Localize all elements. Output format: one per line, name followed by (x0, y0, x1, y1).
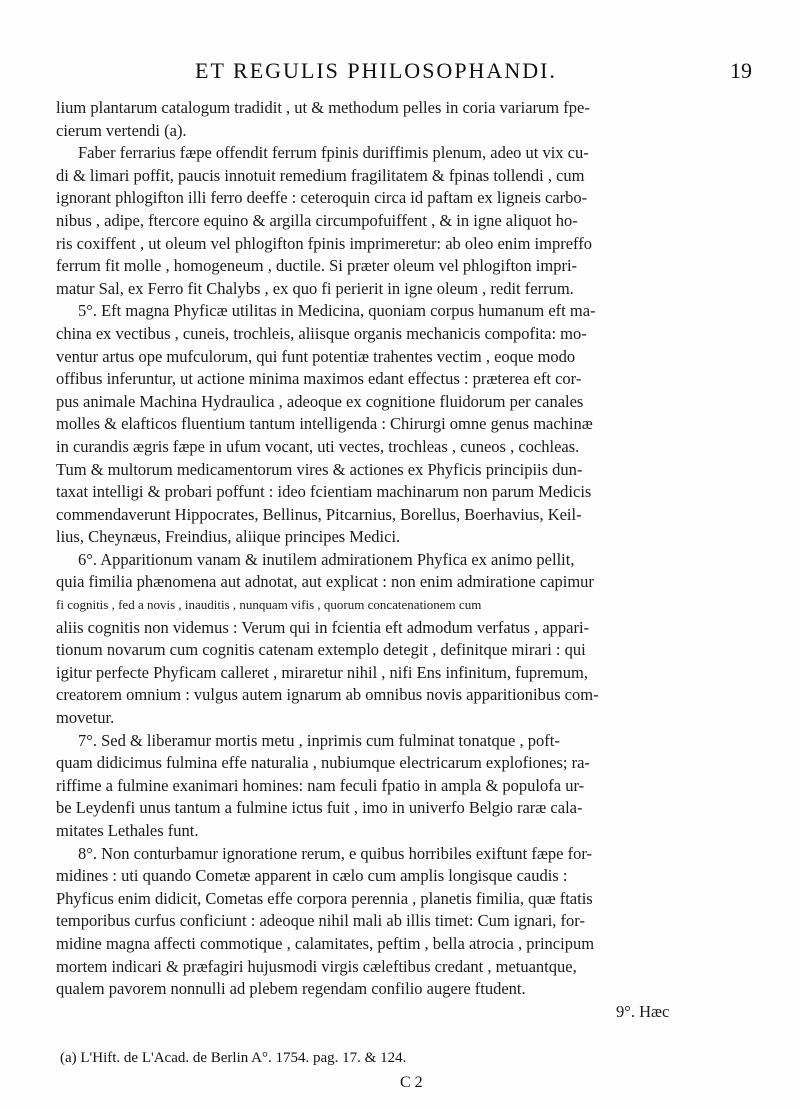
text-line: igitur perfecte Phyficam calleret , miraretur nihil , nifi Ens infinitum, fupremum, (56, 662, 588, 682)
text-line: creatorem omnium : vulgus autem ignarum ab omnibus novis apparitionibus com- (56, 685, 599, 705)
page-number: 19 (730, 58, 752, 83)
text-line: tionum novarum cum cognitis catenam extemplo detegit , definitque mirari : qui (56, 640, 586, 660)
running-head (56, 58, 752, 90)
text-line: mitates Lethales funt. (56, 821, 199, 840)
text-line: ventur artus ope mufculorum, qui funt potentiæ trahentes vectim , eoque modo (56, 346, 576, 366)
footnote: (a) L'Hift. de L'Acad. de Berlin A°. 1754. pag. 17. & 124. (60, 1050, 407, 1066)
text-line: matur Sal, ex Ferro fit Chalybs , ex quo fi perierit in igne oleum , redit ferrum. (56, 278, 574, 298)
text-line: nibus , adipe, ftercore equino & argilla circumpofuiffent , & in igne aliquot ho- (56, 210, 578, 230)
text-line: riffime a fulmine exanimari homines: nam feculi fpatio in ampla & populofa ur- (56, 775, 585, 795)
text-line: lium plantarum catalogum tradidit , ut & methodum pelles in coria variarum fpe- (56, 98, 590, 117)
text-line: Tum & multorum medicamentorum vires & actiones ex Phyficis principiis dun- (56, 459, 583, 479)
text-line: ris coxiffent , ut oleum vel phlogifton fpinis imprimeretur: ab oleo enim impreffo (56, 233, 592, 253)
text-line: movetur. (56, 708, 115, 728)
text-line: fi cognitis , fed a novis , inauditis , nunquam vifis , quorum concatenationem cum (56, 597, 482, 613)
text-line: in curandis ægris fæpe in ufum vocant, uti vectes, trochleas , cuneos , cochleas. (56, 436, 580, 456)
text-line: qualem pavorem nonnulli ad plebem regendam confilio augere ftudent. (56, 979, 526, 999)
text-line: 7°. Sed & liberamur mortis metu , inprimis cum fulminat tonatque , poft- (78, 730, 560, 750)
text-line: molles & elafticos fluentium tantum intelligenda : Chirurgi omne genus machinæ (56, 414, 593, 434)
text-line: midines : uti quando Cometæ apparent in cælo cum amplis longisque caudis : (56, 866, 568, 886)
text-line: lius, Cheynæus, Freindius, aliique principes Medici. (56, 527, 401, 547)
body-text (56, 97, 756, 1023)
text-line: midine magna affecti commotique , calamitates, peftim , bella atrocia , principum (56, 933, 595, 953)
text-line: taxat intelligi & probari poffunt : ideo fcientiam machinarum non parum Medicis (56, 482, 592, 502)
text-line: be Leydenfi unus tantum a fulmine ictus fuit , imo in univerfo Belgio raræ cala- (56, 798, 583, 818)
text-line: 8°. Non conturbamur ignoratione rerum, e quibus horribiles exiftunt fæpe for- (78, 843, 592, 863)
text-line: 6°. Apparitionum vanam & inutilem admirationem Phyfica ex animo pellit, (78, 549, 575, 569)
text-line: 9°. Hæc (616, 1001, 670, 1021)
running-title: ET REGULIS PHILOSOPHANDI. (195, 58, 557, 83)
text-line: pus animale Machina Hydraulica , adeoque ex cognitione fluidorum per canales (56, 391, 584, 411)
text-line: commendaverunt Hippocrates, Bellinus, Pitcarnius, Borellus, Boerhavius, Keil- (56, 504, 582, 524)
text-line: di & limari poffit, paucis innotuit remedium fragilitatem & fpinas tollendi , cum (56, 165, 585, 185)
signature-mark: C 2 (400, 1074, 423, 1091)
text-line: Phyficus enim didicit, Cometas effe corpora perennia , planetis fimilia, quæ ftatis (56, 888, 593, 908)
text-line: china ex vectibus , cuneis, trochleis, aliisque organis mechanicis compofita: mo- (56, 323, 587, 343)
text-line: ferrum fit molle , homogeneum , ductile. Si præter oleum vel phlogifton impri- (56, 256, 578, 276)
text-line: aliis cognitis non videmus : Verum qui in fcientia eft admodum verfatus , appari- (56, 617, 590, 637)
text-line: 5°. Eft magna Phyficæ utilitas in Medicina, quoniam corpus humanum eft ma- (78, 301, 596, 321)
text-line: mortem indicari & præfagiri hujusmodi virgis cæleftibus credant , metuantque, (56, 956, 577, 976)
text-line: temporibus curfus conficiunt : adeoque nihil mali ab illis timet: Cum ignari, for- (56, 911, 585, 931)
text-line: quia fimilia phænomena aut adnotat, aut explicat : non enim admiratione capimur (56, 572, 594, 592)
text-line: cierum vertendi (a). (56, 120, 187, 140)
text-line: offibus inferuntur, ut actione minima maximos edant effectus : præterea eft cor- (56, 369, 582, 389)
text-line: Faber ferrarius fæpe offendit ferrum fpinis duriffimis plenum, adeo ut vix cu- (78, 143, 589, 163)
text-line: ignorant phlogifton illi ferro deeffe : ceteroquin circa id paftam ex ligneis carbo- (56, 188, 588, 208)
text-line: quam didicimus fulmina effe naturalia , nubiumque electricarum explofiones; ra- (56, 753, 590, 773)
